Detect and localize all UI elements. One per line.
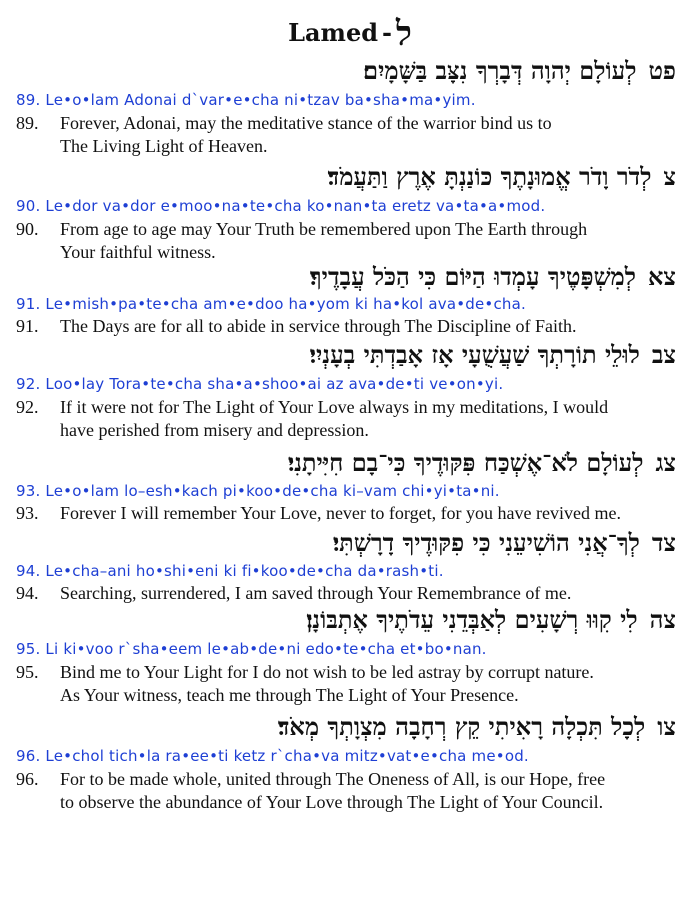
english-line bbox=[16, 218, 587, 240]
hebrew-verse-number: צו bbox=[657, 712, 676, 741]
hebrew-line bbox=[278, 712, 676, 742]
hebrew-text: לְדֹר וָדֹר אֱמוּנָתֶךָ כּוֹנַנְתָּ אֶרֶץ וַתַּעֲמֹד׃ bbox=[327, 162, 652, 191]
hebrew-text: לְמִשְׁפָּטֶיךָ עָמְדוּ הַיּוֹם כִּי הַכֹּל עֲבָדֶיךָ׃ bbox=[309, 262, 637, 291]
transliteration-line: 90. Le•dor va•dor e•moo•na•te•cha ko•nan•ta eretz va•ta•a•mod. bbox=[16, 197, 546, 215]
verse-number: 92. bbox=[16, 397, 39, 417]
hebrew-text: לְךָ־אֲנִי הוֹשִׁיעֵנִי כִּי פִקּוּדֶיךָ דָרָשְׁתִּי׃ bbox=[332, 528, 640, 557]
transliteration-line: 96. Le•chol tich•la ra•ee•ti ketz r`cha•va mitz•vat•e•cha me•od. bbox=[16, 747, 529, 765]
hebrew-text: לוּלֵי תוֹרָתְךָ שַׁעֲשֻׁעָי אָז אָבַדְתִּי בְעָנְיִי׃ bbox=[309, 340, 640, 369]
english-text: If it were not for The Light of Your Love always in my meditations, I would bbox=[60, 397, 609, 417]
hebrew-text: לְעוֹלָם יְהוָה דְּבָרְךָ נִצָּב בַּשָּׁמָיִם׃ bbox=[363, 56, 637, 85]
english-text: For to be made whole, united through The Oneness of All, is our Hope, free bbox=[60, 769, 606, 789]
hebrew-verse-number: צד bbox=[651, 528, 676, 557]
verse-number: 89. bbox=[16, 113, 39, 133]
transliteration-line: 92. Loo•lay Tora•te•cha sha•a•shoo•ai az ava•de•ti ve•on•yi. bbox=[16, 375, 504, 393]
hebrew-line bbox=[328, 162, 676, 192]
page-title bbox=[0, 14, 700, 54]
english-continuation: The Living Light of Heaven. bbox=[60, 136, 268, 156]
english-text: The Days are for all to abide in service through The Discipline of Faith. bbox=[60, 316, 577, 336]
hebrew-verse-number: פט bbox=[648, 56, 676, 85]
english-continuation: As Your witness, teach me through The Light of Your Presence. bbox=[60, 685, 519, 705]
hebrew-verse-number: צג bbox=[655, 448, 676, 477]
hebrew-verse-number: צה bbox=[649, 605, 676, 634]
english-text: Searching, surrendered, I am saved through Your Remembrance of me. bbox=[60, 583, 572, 603]
english-line bbox=[16, 112, 552, 134]
hebrew-line bbox=[306, 605, 676, 635]
hebrew-line bbox=[333, 528, 676, 558]
verse-number: 91. bbox=[16, 316, 39, 336]
english-text: From age to age may Your Truth be remembered upon The Earth through bbox=[60, 219, 588, 239]
hebrew-line bbox=[310, 262, 676, 292]
english-line bbox=[16, 502, 621, 524]
transliteration-line: 94. Le•cha–ani ho•shi•eni ki fi•koo•de•cha da•rash•ti. bbox=[16, 562, 444, 580]
english-line bbox=[16, 315, 577, 337]
english-line bbox=[16, 396, 608, 418]
title-hebrew-letter: ל bbox=[395, 14, 412, 54]
hebrew-text: לְעוֹלָם לֹא־אֶשְׁכַּח פִּקּוּדֶיךָ כִּי־בָם חִיִּיתָנִי׃ bbox=[287, 448, 644, 477]
english-line bbox=[16, 582, 571, 604]
verse-number: 94. bbox=[16, 583, 39, 603]
transliteration-line: 93. Le•o•lam lo–esh•kach pi•koo•de•cha ki–vam chi•yi•ta•ni. bbox=[16, 482, 500, 500]
title-text: Lamed bbox=[288, 18, 378, 47]
transliteration-line: 89. Le•o•lam Adonai d`var•e•cha ni•tzav ba•sha•ma•yim. bbox=[16, 91, 476, 109]
verse-number: 96. bbox=[16, 769, 39, 789]
hebrew-verse-number: צא bbox=[648, 262, 676, 291]
transliteration-line: 91. Le•mish•pa•te•cha am•e•doo ha•yom ki ha•kol ava•de•cha. bbox=[16, 295, 526, 313]
hebrew-line bbox=[288, 448, 676, 478]
verse-number: 90. bbox=[16, 219, 39, 239]
english-text: Forever, Adonai, may the meditative stance of the warrior bind us to bbox=[60, 113, 552, 133]
verse-number: 95. bbox=[16, 662, 39, 682]
hebrew-text: לִי קִוּוּ רְשָׁעִים לְאַבְּדֵנִי עֵדֹתֶיךָ אֶתְבּוֹנָן׃ bbox=[306, 605, 638, 634]
hebrew-verse-number: צב bbox=[651, 340, 676, 369]
hebrew-line bbox=[310, 340, 676, 370]
english-continuation: Your faithful witness. bbox=[60, 242, 216, 262]
english-continuation: to observe the abundance of Your Love through The Light of Your Council. bbox=[60, 792, 604, 812]
hebrew-line bbox=[363, 56, 676, 86]
english-line bbox=[16, 768, 605, 790]
english-text: Bind me to Your Light for I do not wish to be led astray by corrupt nature. bbox=[60, 662, 594, 682]
english-text: Forever I will remember Your Love, never to forget, for you have revived me. bbox=[60, 503, 621, 523]
verse-number: 93. bbox=[16, 503, 39, 523]
hebrew-verse-number: צ bbox=[663, 162, 676, 191]
hebrew-text: לְכָל תִּכְלָה רָאִיתִי קֵץ רְחָבָה מִצְוָתְךָ מְאֹד׃ bbox=[277, 712, 646, 741]
transliteration-line: 95. Li ki•voo r`sha•eem le•ab•de•ni edo•te•cha et•bo•nan. bbox=[16, 640, 487, 658]
english-continuation: have perished from misery and depression. bbox=[60, 420, 369, 440]
english-line bbox=[16, 661, 594, 683]
title-separator: - bbox=[382, 18, 392, 47]
